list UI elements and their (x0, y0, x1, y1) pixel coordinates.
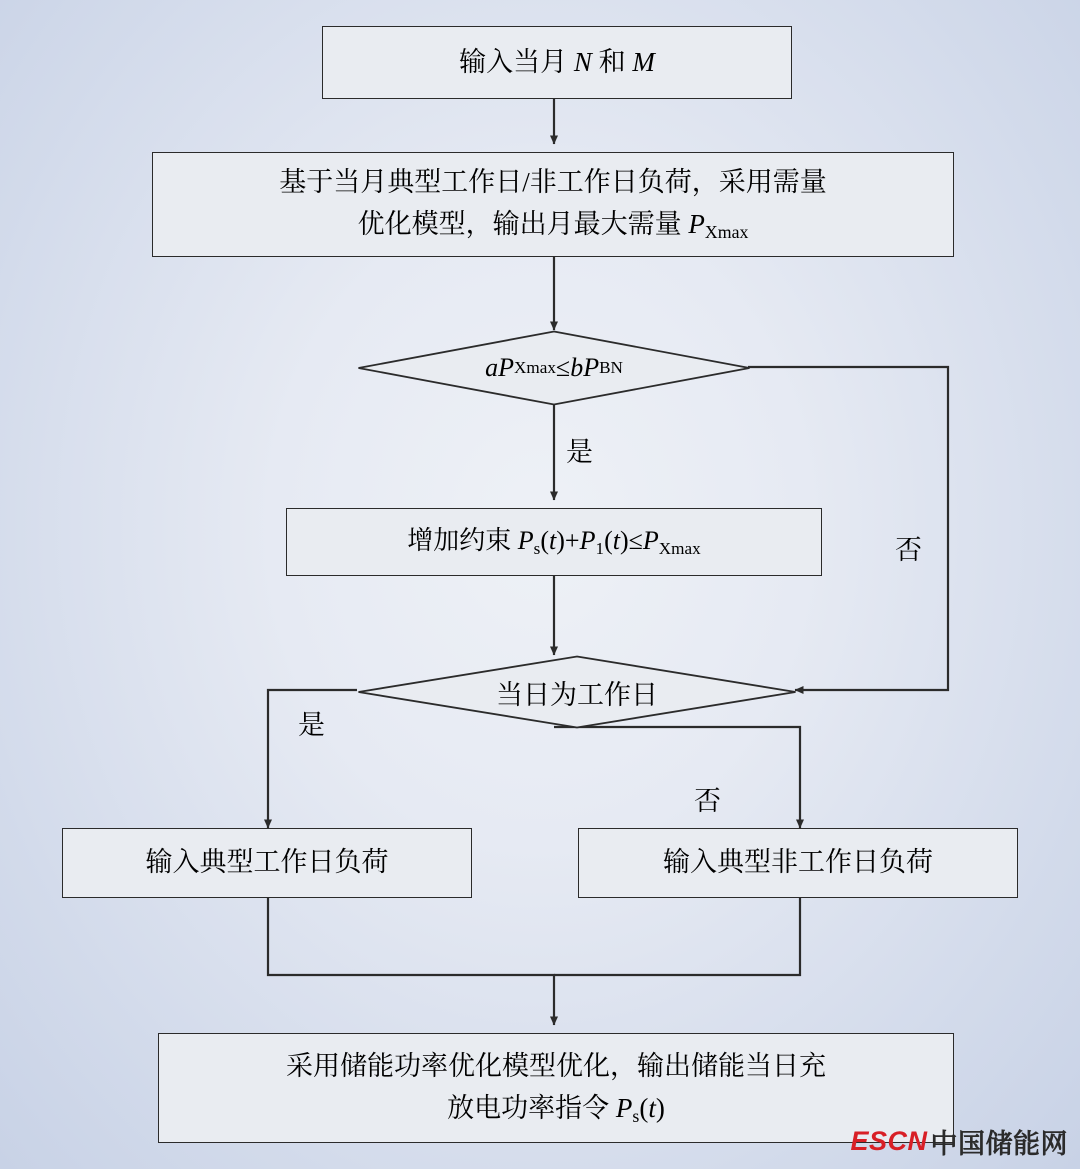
decision-is-workday-label: 当日为工作日 (496, 679, 658, 710)
decision-demand-compare-label: aP Xmax ≤ bP BN (485, 353, 623, 382)
node-input-monthly-params-label: 输入当月 N 和 M (459, 46, 655, 77)
node-add-constraint-label: 增加约束 $P_s(t)+P_1(t)\le P_{Xmax}$ (407, 526, 701, 559)
watermark-brand: ESCN (850, 1126, 928, 1156)
edge-label-demand-no: 否 (895, 535, 922, 565)
node-demand-optimization-model-label: 基于当月典型工作日/非工作日负荷，采用需量 优化模型，输出月最大需量 $P_{Xmax}$ (279, 167, 827, 243)
node-storage-power-output (158, 1033, 954, 1143)
edge-label-workday-yes: 是 (298, 710, 325, 740)
watermark-suffix: 中国储能网 (930, 1129, 1068, 1159)
node-demand-optimization-model (152, 152, 954, 257)
watermark (850, 1122, 1068, 1161)
node-input-workday-load-label: 输入典型工作日负荷 (145, 847, 389, 878)
node-input-workday-load (62, 828, 472, 898)
node-add-constraint (286, 508, 822, 576)
node-input-nonworkday-load (578, 828, 1018, 898)
node-input-nonworkday-load-label: 输入典型非工作日负荷 (663, 847, 933, 878)
decision-demand-compare (357, 330, 751, 406)
edge-label-workday-no: 否 (694, 786, 721, 816)
node-input-monthly-params (322, 26, 792, 99)
node-storage-power-output-label: 采用储能功率优化模型优化，输出储能当日充 放电功率指令 $P_s(t)$ (286, 1050, 826, 1126)
edge-label-demand-yes: 是 (566, 437, 593, 467)
decision-is-workday (357, 655, 797, 729)
